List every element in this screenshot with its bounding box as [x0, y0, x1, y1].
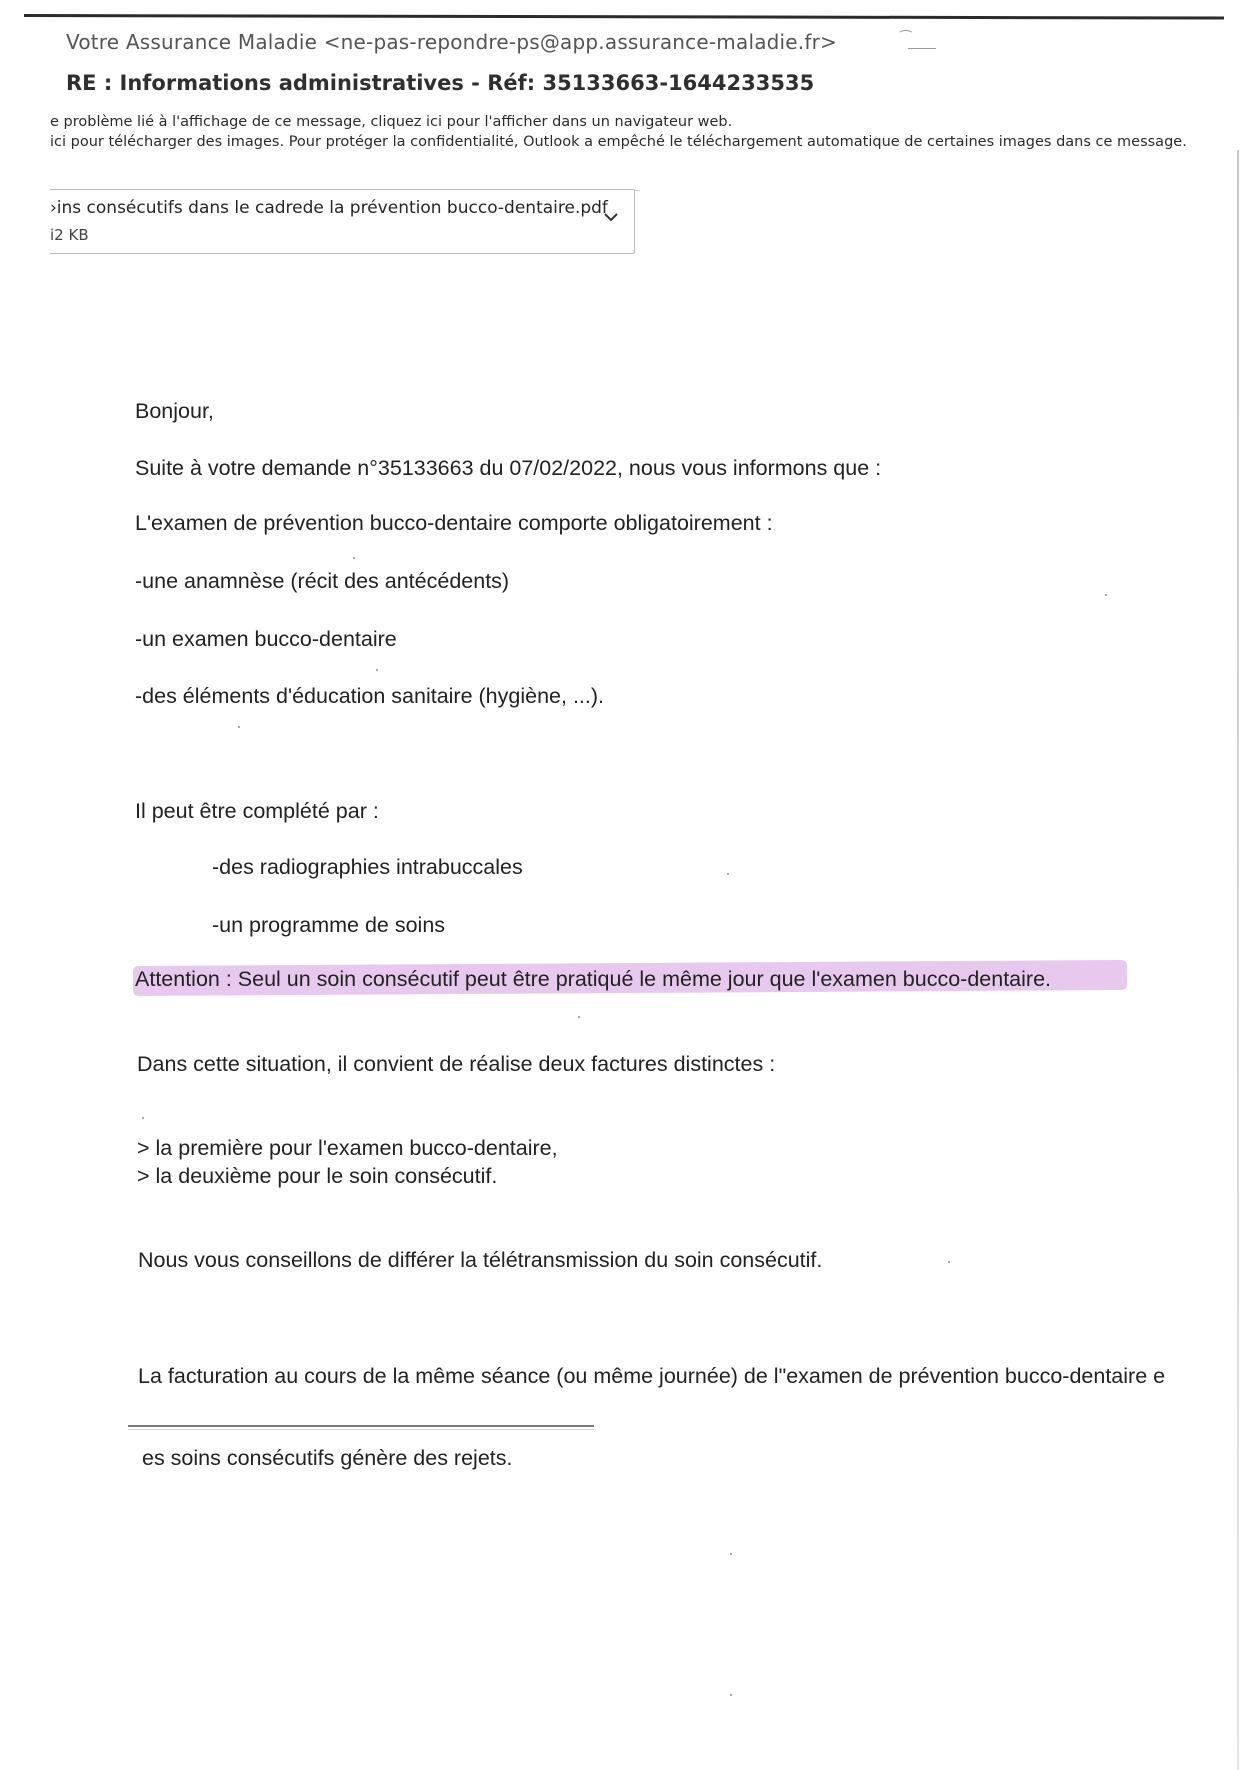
greeting: Bonjour,	[135, 399, 214, 423]
intro-paragraph: Suite à votre demande n°35133663 du 07/02/2022, nous vous informons que :	[135, 456, 882, 480]
scan-speck	[142, 1117, 144, 1119]
exam-intro: L'examen de prévention bucco-dentaire comporte obligatoirement :	[135, 511, 773, 535]
scan-artifact: ⁀	[900, 30, 912, 46]
download-images-notice[interactable]: ici pour télécharger des images. Pour protéger la confidentialité, Outlook a empêché le téléchargement automatique de certaines images dans ce message.	[50, 134, 1187, 150]
email-subject: RE : Informations administratives - Réf: 35133663-1644233535	[66, 71, 815, 95]
attachment-size: i2 KB	[50, 226, 89, 244]
scan-speck	[1105, 594, 1107, 596]
situation-paragraph: Dans cette situation, il convient de réalise deux factures distinctes :	[137, 1052, 776, 1076]
advice-paragraph: Nous vous conseillons de différer la télétransmission du soin consécutif.	[138, 1248, 823, 1272]
page-break-rule-thin	[128, 1429, 594, 1430]
optional-intro: Il peut être complété par :	[135, 799, 379, 823]
attachment-filename: ›ins consécutifs dans le cadrede la prévention bucco-dentaire.pdf	[50, 198, 608, 218]
scan-speck	[238, 726, 240, 728]
billing-paragraph: La facturation au cours de la même séance (ou même journée) de l"examen de prévention bucco-dentaire e	[138, 1364, 1166, 1388]
mandatory-item: -un examen bucco-dentaire	[135, 627, 397, 651]
scan-speck	[353, 557, 355, 559]
billing-paragraph-continued: es soins consécutifs génère des rejets.	[142, 1446, 513, 1470]
chevron-down-icon[interactable]	[602, 210, 620, 224]
mandatory-item: -des éléments d'éducation sanitaire (hygiène, ...).	[135, 684, 605, 708]
page-edge	[1237, 150, 1239, 1770]
scan-speck	[578, 1016, 580, 1018]
scan-artifact	[908, 48, 936, 49]
optional-item: -un programme de soins	[212, 913, 446, 937]
scan-speck	[730, 1694, 732, 1696]
scan-speck	[948, 1261, 950, 1263]
attention-notice: Attention : Seul un soin consécutif peut être pratiqué le même jour que l'examen bucco-dentaire.	[135, 967, 1052, 991]
scan-speck	[727, 873, 729, 875]
invoice-item: > la deuxième pour le soin consécutif.	[137, 1164, 498, 1188]
view-in-browser-notice[interactable]: e problème lié à l'affichage de ce message, cliquez ici pour l'afficher dans un navigateur web.	[50, 114, 733, 130]
page-top-rule	[24, 14, 1224, 20]
scan-speck	[376, 669, 378, 671]
scan-speck	[730, 1553, 732, 1555]
mandatory-item: -une anamnèse (récit des antécédents)	[135, 569, 510, 593]
page-break-rule	[128, 1425, 594, 1427]
sender-address: Votre Assurance Maladie <ne-pas-repondre-ps@app.assurance-maladie.fr>	[66, 30, 837, 54]
attachment-card[interactable]	[50, 189, 635, 254]
optional-item: -des radiographies intrabuccales	[212, 855, 523, 879]
invoice-item: > la première pour l'examen bucco-dentaire,	[137, 1136, 558, 1160]
